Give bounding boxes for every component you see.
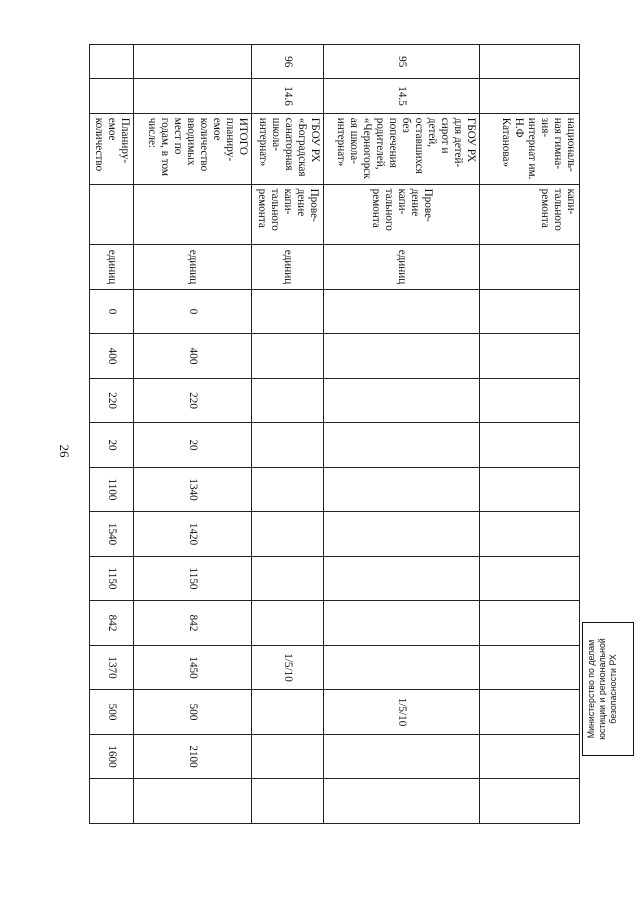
value-cell: [480, 645, 580, 690]
stamp-line: безопасности РХ: [608, 654, 618, 724]
value-cell: 500: [134, 690, 252, 735]
table-row: [90, 45, 134, 824]
value-cell: [480, 690, 580, 735]
registration-stamp: [582, 622, 634, 756]
row-number: [134, 45, 252, 79]
data-table-rotated: [93, 44, 580, 824]
unit: [480, 245, 580, 290]
value-cell: [324, 467, 480, 512]
value-cell: 220: [134, 378, 252, 423]
value-cell: [480, 556, 580, 601]
table-body: [90, 45, 580, 824]
value-cell: [480, 779, 580, 824]
value-cell: 220: [90, 378, 134, 423]
event-type: [134, 184, 252, 245]
event-type: Прове-дение капи-тального ремонта: [252, 184, 324, 245]
table-row: [480, 45, 580, 824]
value-cell: 1370: [90, 645, 134, 690]
value-cell: [324, 289, 480, 334]
value-cell: [252, 378, 324, 423]
item-code: [90, 79, 134, 113]
event-type: [90, 184, 134, 245]
value-cell: 1150: [90, 556, 134, 601]
value-cell: [324, 512, 480, 557]
value-cell: 1540: [90, 512, 134, 557]
value-cell: 842: [134, 601, 252, 646]
value-cell: [252, 467, 324, 512]
value-cell: 500: [90, 690, 134, 735]
value-cell: [252, 423, 324, 468]
item-code: 14.5: [324, 79, 480, 113]
value-cell: [480, 467, 580, 512]
value-cell: [480, 512, 580, 557]
value-cell: [252, 734, 324, 779]
value-cell: [480, 734, 580, 779]
value-cell: [252, 556, 324, 601]
value-cell: [324, 334, 480, 379]
unit: единиц: [90, 245, 134, 290]
item-code: [134, 79, 252, 113]
value-cell: 0: [90, 289, 134, 334]
value-cell: [324, 779, 480, 824]
value-cell: [480, 289, 580, 334]
value-cell: [252, 601, 324, 646]
page-number: 26: [57, 444, 72, 458]
value-cell: 1340: [134, 467, 252, 512]
object-name: Планиру-емое количество: [90, 113, 134, 184]
value-cell: 1600: [90, 734, 134, 779]
value-cell: [324, 378, 480, 423]
value-cell: 1420: [134, 512, 252, 557]
stamp-line: Министерство по делам: [586, 639, 596, 739]
event-type: капи-тального ремонта: [480, 184, 580, 245]
value-cell: 400: [90, 334, 134, 379]
item-code: [480, 79, 580, 113]
unit: единиц: [252, 245, 324, 290]
value-cell: [324, 601, 480, 646]
value-cell: [480, 334, 580, 379]
table-row: [252, 45, 324, 824]
value-cell: 1450: [134, 645, 252, 690]
value-cell: [324, 645, 480, 690]
row-number: 96: [252, 45, 324, 79]
value-cell: [324, 423, 480, 468]
row-number: 95: [324, 45, 480, 79]
value-cell: [252, 289, 324, 334]
value-cell: [252, 690, 324, 735]
table-row: [324, 45, 480, 824]
value-cell: [480, 601, 580, 646]
value-cell: 1/5/10: [252, 645, 324, 690]
value-cell: [480, 423, 580, 468]
value-cell: [252, 334, 324, 379]
value-cell: 0: [134, 289, 252, 334]
unit: единиц: [324, 245, 480, 290]
value-cell: [252, 779, 324, 824]
value-cell: 2100: [134, 734, 252, 779]
event-type: Прове-дение капи-тального ремонта: [324, 184, 480, 245]
object-name: националь-ная гимна-зия-интернат им. Н.Ф Катанова»: [480, 113, 580, 184]
value-cell: [252, 512, 324, 557]
value-cell: 1100: [90, 467, 134, 512]
stamp-line: юстиции и региональной: [597, 638, 607, 740]
value-cell: [90, 779, 134, 824]
value-cell: 1150: [134, 556, 252, 601]
value-cell: [480, 378, 580, 423]
value-cell: 20: [134, 423, 252, 468]
value-cell: 1/5/10: [324, 690, 480, 735]
object-name: ГБОУ РХ «Боградская санаторная школа-интернат»: [252, 113, 324, 184]
table-row: [134, 45, 252, 824]
value-cell: [324, 556, 480, 601]
item-code: 14.6: [252, 79, 324, 113]
value-cell: 400: [134, 334, 252, 379]
object-name: ИТОГО планиру-емое количество вводимых мест по годам, в том числе:: [134, 113, 252, 184]
value-cell: 842: [90, 601, 134, 646]
object-name: ГБОУ РХ для детей-сирот и детей, оставшихся без попечения родителей, «Черногорск ая школа-интернат»: [324, 113, 480, 184]
row-number: [90, 45, 134, 79]
value-cell: 20: [90, 423, 134, 468]
value-cell: [324, 734, 480, 779]
data-table: [89, 44, 580, 824]
unit: единиц: [134, 245, 252, 290]
value-cell: [134, 779, 252, 824]
row-number: [480, 45, 580, 79]
